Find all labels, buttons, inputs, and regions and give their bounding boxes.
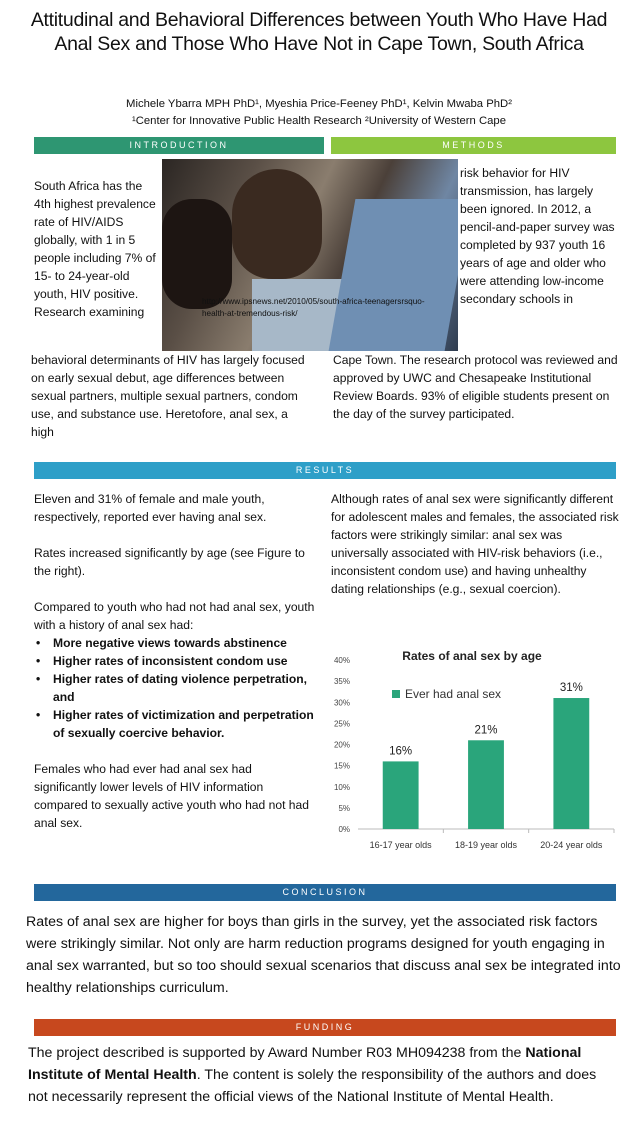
y-tick-label: 30% bbox=[333, 698, 350, 708]
introduction-header: INTRODUCTION bbox=[34, 137, 324, 154]
introduction-text-left: South Africa has the 4th highest prevalence rate of HIV/AIDS globally, with 1 in 5 people including 7% of 15- to 24-year-old youth, HIV positive. Research examining bbox=[34, 179, 156, 319]
funding-header: FUNDING bbox=[34, 1019, 616, 1036]
legend-label: Ever had anal sex bbox=[405, 687, 502, 701]
funding-org: National Institute of Mental Health bbox=[28, 1045, 582, 1083]
funding-text-pre: The project described is supported by Award Number R03 MH094238 from the bbox=[28, 1045, 526, 1061]
results-paragraph-1: Eleven and 31% of female and male youth, respectively, reported ever having anal sex. bbox=[34, 492, 267, 524]
bar-3 bbox=[553, 698, 589, 829]
bar-1 bbox=[383, 761, 419, 829]
bullet-item: • More negative views towards abstinence bbox=[34, 634, 316, 652]
poster-title: Attitudinal and Behavioral Differences between Youth Who Have Had Anal Sex and Those Who Have Not in Cape Town, South Africa bbox=[30, 9, 608, 55]
methods-text-bottom: Cape Town. The research protocol was reviewed and approved by UWC and Chesapeake Institutional Review Boards. 93% of eligible students present on the day of the survey participated. bbox=[333, 353, 618, 421]
data-label: 21% bbox=[474, 724, 498, 737]
anal-sex-by-age-chart bbox=[326, 645, 618, 860]
bar-2 bbox=[468, 740, 504, 829]
y-tick-label: 10% bbox=[333, 782, 350, 792]
y-tick-label: 15% bbox=[333, 761, 350, 771]
x-tick-label: 16-17 year olds bbox=[369, 840, 432, 850]
bullet-item: • Higher rates of inconsistent condom use bbox=[34, 652, 316, 670]
chart-title: Rates of anal sex by age bbox=[402, 649, 542, 663]
author-names: Michele Ybarra MPH PhD¹, Myeshia Price-Feeney PhD¹, Kelvin Mwaba PhD² bbox=[126, 98, 512, 110]
results-paragraph-3: Compared to youth who had not had anal sex, youth with a history of anal sex had: bbox=[34, 600, 315, 632]
methods-header: METHODS bbox=[331, 137, 616, 154]
photo-caption: http://www.ipsnews.net/2010/05/south-africa-teenagersrsquo-health-at-tremendous-risk/ bbox=[202, 297, 425, 318]
bullet-item: • Higher rates of dating violence perpetration, and bbox=[34, 670, 316, 706]
data-label: 16% bbox=[389, 745, 413, 758]
methods-text-right: risk behavior for HIV transmission, has largely been ignored. In 2012, a pencil-and-paper survey was completed by 937 youth 16 years of age and older who were attending low-income secondary schools in bbox=[460, 166, 615, 306]
y-tick-label: 40% bbox=[333, 656, 350, 665]
x-tick-label: 18-19 year olds bbox=[454, 840, 518, 850]
funding-text-post: . The content is solely the responsibility of the authors and does not necessarily represent the official views of the National Institute of Mental Health. bbox=[28, 1067, 597, 1105]
y-tick-label: 0% bbox=[338, 825, 350, 834]
y-tick-label: 35% bbox=[333, 677, 350, 687]
author-affiliations: ¹Center for Innovative Public Health Research ²University of Western Cape bbox=[131, 115, 506, 127]
results-paragraph-4: Females who had ever had anal sex had significantly lower levels of HIV information compared to sexually active youth who had not had anal sex. bbox=[34, 762, 309, 830]
data-label: 31% bbox=[559, 682, 583, 695]
conclusion-header: CONCLUSION bbox=[34, 884, 616, 901]
results-header: RESULTS bbox=[34, 462, 616, 479]
bullet-item: • Higher rates of victimization and perpetration of sexually coercive behavior. bbox=[34, 706, 316, 742]
x-tick-label: 20-24 year olds bbox=[540, 840, 603, 850]
photo-figure-center bbox=[232, 169, 322, 279]
y-tick-label: 20% bbox=[333, 740, 350, 750]
results-right-column: Although rates of anal sex were significantly different for adolescent males and females, the associated risk factors were strikingly similar: anal sex was universally associated with HIV-risk behaviors (i.e., inconsistent condom use) and having unhealthy dating relationships (e.g., sexual coercion). bbox=[331, 492, 619, 596]
results-paragraph-2: Rates increased significantly by age (see Figure to the right). bbox=[34, 546, 305, 578]
results-bullet-list bbox=[34, 634, 316, 742]
legend-swatch bbox=[392, 690, 400, 698]
funding-text bbox=[28, 1042, 618, 1108]
photo-figure-left bbox=[162, 199, 232, 309]
results-left-column bbox=[34, 490, 316, 850]
y-tick-label: 5% bbox=[338, 803, 350, 813]
y-tick-label: 25% bbox=[333, 719, 350, 729]
introduction-text-bottom: behavioral determinants of HIV has largely focused on early sexual debut, age differences between sexual partners, multiple sexual partners, condom use, and substance use. Heretofore, anal sex, a high bbox=[31, 353, 305, 439]
authors-block bbox=[20, 96, 618, 130]
photo-figure-right bbox=[329, 199, 458, 351]
conclusion-text: Rates of anal sex are higher for boys than girls in the survey, yet the associated risk factors were strikingly similar. Not only are harm reduction programs designed for youth engaging in anal sex warranted, but so too should sexual scenarios that discuss anal sex be integrated into healthy relationships curriculum. bbox=[26, 914, 621, 996]
youth-photo bbox=[162, 159, 458, 351]
